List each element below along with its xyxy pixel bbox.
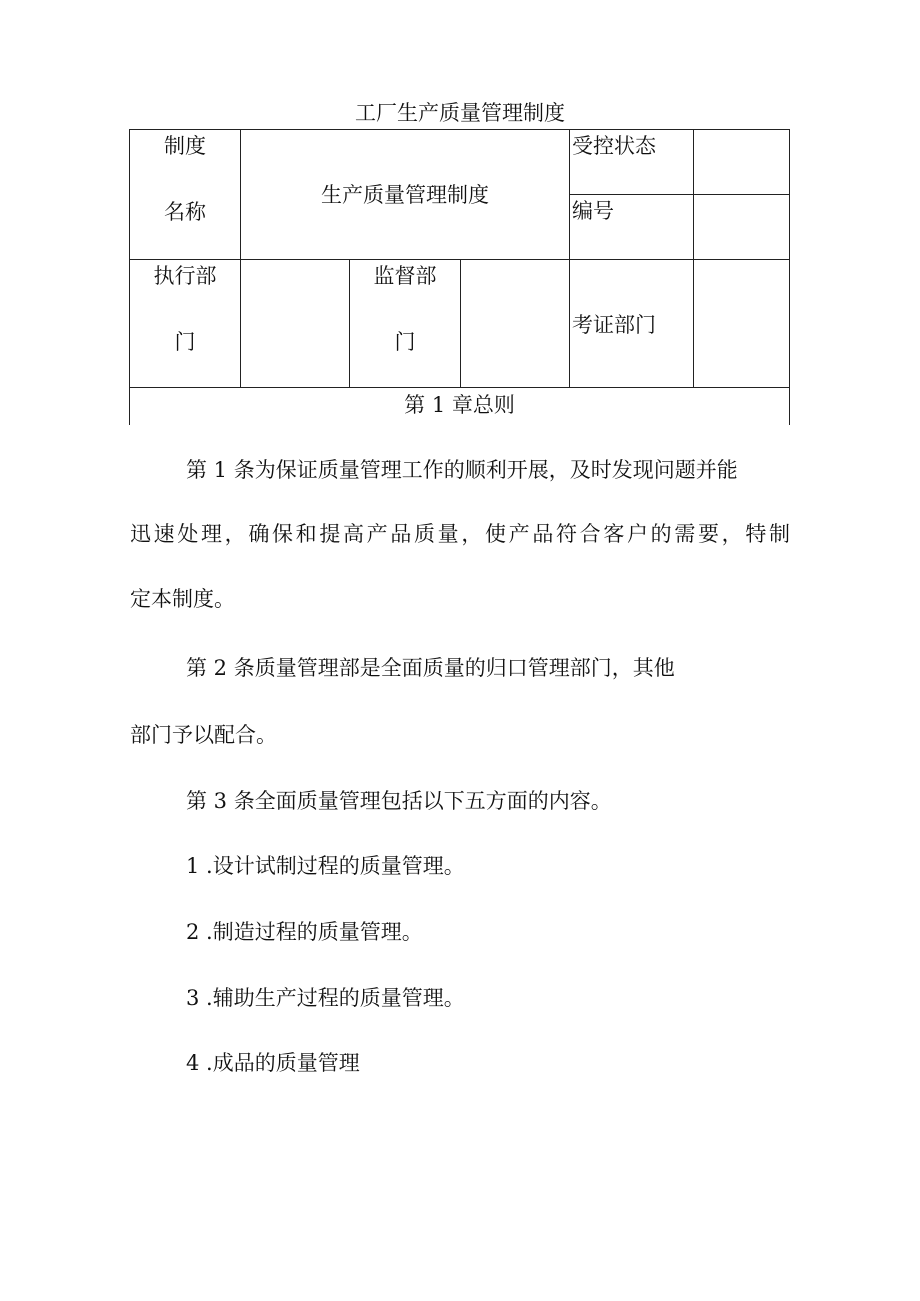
table-col-divider	[240, 129, 241, 388]
system-name-value: 生产质量管理制度	[321, 183, 489, 207]
article-1-line: 定本制度。	[130, 587, 235, 611]
table-col-divider	[460, 259, 461, 388]
article-1-line: 第 1 条为保证质量管理工作的顺利开展，及时发现问题并能	[186, 458, 738, 482]
number-label: 编号	[572, 199, 614, 223]
table-border-top	[129, 129, 790, 130]
supervise-dept-label: 门	[394, 330, 416, 354]
name-label: 名称	[164, 200, 206, 224]
control-status-label: 受控状态	[572, 134, 656, 158]
supervise-dept-label: 监督部	[373, 264, 437, 288]
article-2-line: 部门予以配合。	[130, 723, 277, 747]
article-3-line: 第 3 条全面质量管理包括以下五方面的内容。	[186, 789, 612, 813]
list-item: 3 .辅助生产过程的质量管理。	[186, 986, 465, 1010]
exec-dept-label: 门	[174, 330, 196, 354]
audit-dept-label: 考证部门	[572, 313, 656, 337]
name-label: 制度	[164, 134, 206, 158]
article-1-line: 迅速处理，确保和提高产品质量，使产品符合客户的需要，特制	[130, 522, 790, 546]
list-item: 4 .成品的质量管理	[186, 1051, 360, 1075]
table-row-divider	[569, 194, 790, 195]
table-border-right	[789, 129, 790, 425]
table-col-divider	[693, 129, 694, 388]
list-item: 1 .设计试制过程的质量管理。	[186, 854, 465, 878]
list-item: 2 .制造过程的质量管理。	[186, 920, 423, 944]
article-2-line: 第 2 条质量管理部是全面质量的归口管理部门，其他	[186, 656, 675, 680]
header-table	[0, 0, 920, 430]
table-col-divider	[569, 129, 570, 388]
exec-dept-label: 执行部	[153, 264, 217, 288]
page-title: 工厂生产质量管理制度	[355, 101, 565, 125]
chapter-heading: 第 1 章总则	[404, 393, 515, 417]
